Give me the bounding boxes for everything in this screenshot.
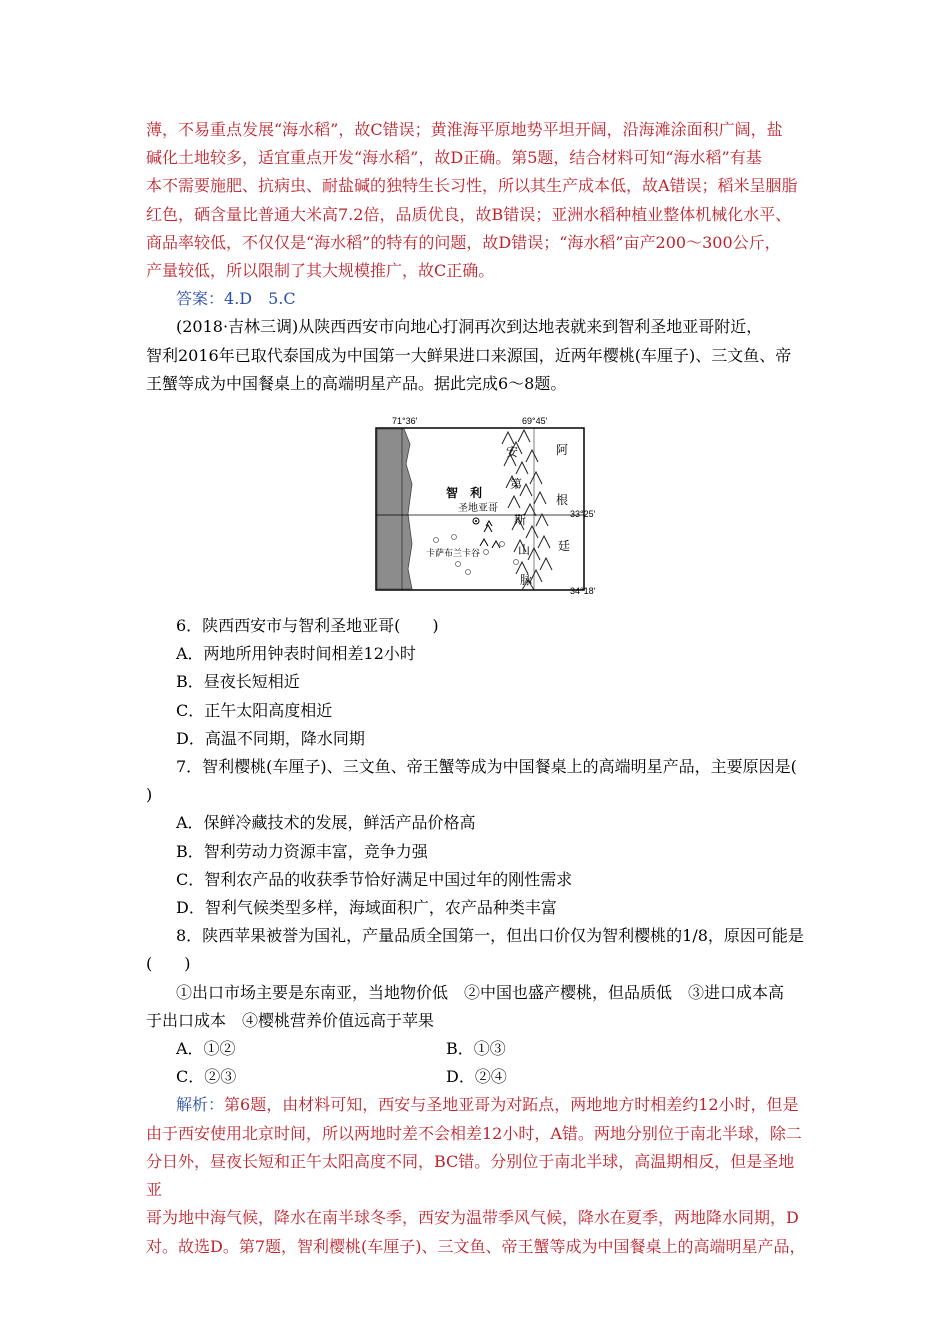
text-line: 哥为地中海气候，降水在南半球冬季，西安为温带季风气候，降水在夏季，两地降水同期，D [146, 1208, 799, 1228]
options-row [146, 1063, 810, 1091]
option-d: D．智利气候类型多样，海域面积广，农产品种类丰富 [176, 898, 557, 918]
text-line: 智利2016年已取代泰国成为中国第一大鲜果进口来源国，近两年樱桃(车厘子)、三文鱼、帝 [146, 345, 792, 365]
text-line: 本不需要施肥、抗病虫、耐盐碱的独特生长习性，所以其生产成本低，故A错误；稻米呈胭脂 [146, 176, 798, 196]
text-line: 薄，不易重点发展“海水稻”，故C错误；黄淮海平原地势平坦开阔，沿海滩涂面积广阔，盐 [146, 120, 783, 139]
question-stem-cont: ( ) [146, 954, 191, 974]
country-label: 智 利 [446, 486, 483, 501]
options-row [146, 1035, 810, 1063]
map-svg [372, 404, 612, 604]
lat-bottom-label: 34°18′ [570, 586, 596, 597]
analysis-first-line [146, 1091, 810, 1119]
analysis-text: 第6题，由材料可知，西安与圣地亚哥为对跖点，两地地方时相差约12小时，但是 [224, 1095, 799, 1115]
option-b: B．①③ [446, 1039, 506, 1059]
answer-line [146, 285, 810, 313]
range-char: 第 [510, 477, 523, 492]
option-d: D．高温不同期，降水同期 [176, 728, 365, 748]
option-a: A．两地所用钟表时间相差12小时 [176, 644, 416, 664]
option-a: A．①② [176, 1039, 236, 1059]
text-line: 对。故选D。第7题，智利樱桃(车厘子)、三文鱼、帝王蟹等成为中国餐桌上的高端明星产品， [146, 1236, 806, 1256]
question-7 [146, 753, 810, 922]
capital-label: 圣地亚哥 [458, 503, 498, 515]
option-b: B．智利劳动力资源丰富，竞争力强 [176, 841, 428, 861]
argentina-char: 廷 [558, 539, 571, 554]
option-a: A．保鲜冷藏技术的发展，鲜活产品价格高 [176, 813, 476, 833]
city2-label: 卡萨布兰卡谷 [426, 549, 481, 560]
analysis-section [146, 1091, 810, 1260]
text-line: 产量较低，所以限制了其大规模推广，故C正确。 [146, 261, 495, 281]
question-intro [146, 313, 810, 398]
text-line: 由于西安使用北京时间，所以两地时差不会相差12小时，A错。两地分别位于南北半球，除二 [146, 1123, 802, 1143]
option-c: C．智利农产品的收获季节恰好满足中国过年的刚性需求 [176, 869, 573, 889]
option-d: D．②④ [446, 1067, 507, 1087]
chile-map-figure [146, 404, 810, 604]
option-b: B．昼夜长短相近 [176, 672, 300, 692]
lon-right-label: 69°45′ [522, 416, 548, 427]
range-char: 脉 [520, 573, 533, 588]
text-line: 王蟹等成为中国餐桌上的高端明星产品。据此完成6～8题。 [146, 373, 567, 393]
lon-left-label: 71°36′ [392, 416, 418, 427]
capital-marker-dot [475, 520, 477, 522]
range-char: 斯 [514, 513, 527, 528]
text-line: 碱化土地较多，适宜重点开发“海水稻”，故D正确。第5题，结合材料可知“海水稻”有基 [146, 148, 762, 168]
question-6 [146, 612, 810, 753]
answer-label: 答案： [176, 289, 225, 309]
question-stem: 8．陕西苹果被誉为国礼，产量品质全国第一，但出口价仅为智利樱桃的1/8，原因可能是 [176, 926, 804, 946]
statements: ①出口市场主要是东南亚，当地物价低 ②中国也盛产樱桃，但品质低 ③进口成本高 [176, 982, 785, 1002]
answer-value: 4.D 5.C [224, 289, 296, 309]
ocean-area [377, 429, 412, 589]
lat-top-label: 33°25′ [570, 509, 596, 520]
text-line: (2018·吉林三调)从陕西西安市向地心打洞再次到达地表就来到智利圣地亚哥附近， [176, 317, 763, 337]
option-c: C．正午太阳高度相近 [176, 700, 333, 720]
question-stem-cont: ) [146, 785, 153, 805]
argentina-char: 根 [556, 493, 569, 508]
document-page [146, 116, 810, 1261]
question-8 [146, 922, 810, 1091]
analysis-label: 解析： [176, 1095, 225, 1115]
statements-cont: 于出口成本 ④樱桃营养价值远高于苹果 [146, 1010, 435, 1030]
text-line: 分日外，昼夜长短和正午太阳高度不同，BC错。分别位于南北半球，高温期相反，但是圣地亚 [146, 1151, 795, 1200]
analysis-continuation [146, 116, 810, 285]
argentina-char: 阿 [556, 443, 569, 458]
range-char: 安 [506, 445, 519, 460]
range-char: 山 [518, 543, 531, 558]
question-stem: 7．智利樱桃(车厘子)、三文鱼、帝王蟹等成为中国餐桌上的高端明星产品，主要原因是( [176, 757, 797, 777]
text-line: 商品率较低，不仅仅是“海水稻”的特有的问题，故D错误；“海水稻”亩产200～300公斤， [146, 232, 781, 252]
text-line: 红色，硒含量比普通大米高7.2倍，品质优良，故B错误；亚洲水稻种植业整体机械化水平、 [146, 204, 792, 224]
option-c: C．②③ [176, 1067, 237, 1087]
question-stem: 6．陕西西安市与智利圣地亚哥( ) [176, 616, 439, 636]
